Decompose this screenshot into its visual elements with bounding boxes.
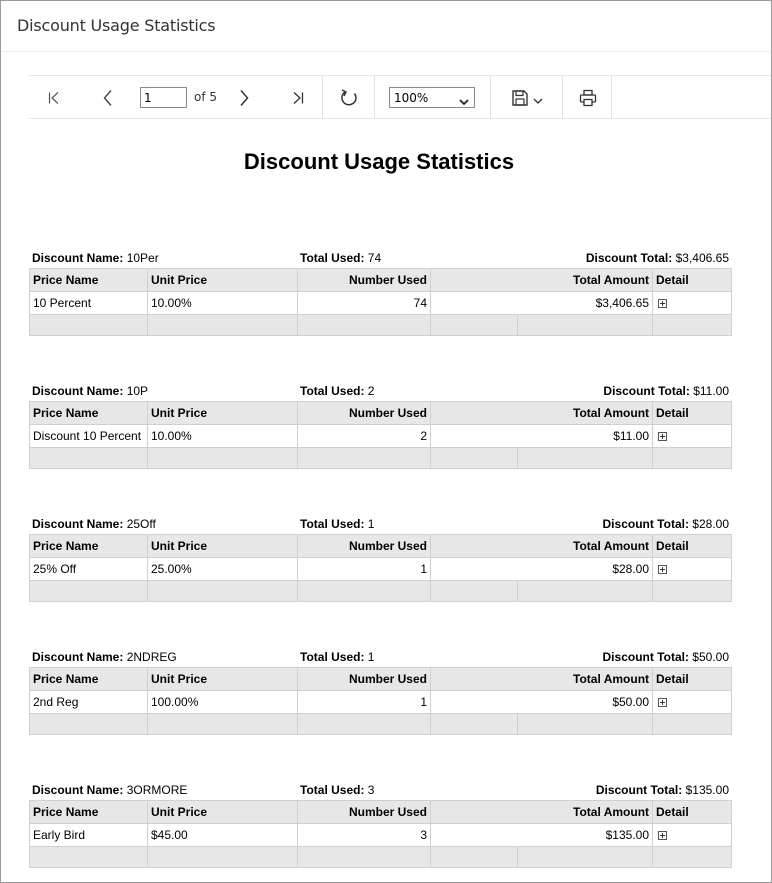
- table-header-row: [30, 668, 732, 691]
- price-name-cell: 2nd Reg: [30, 691, 148, 714]
- discount-total-label: Discount Total:: [603, 384, 690, 398]
- table-header-row: [30, 402, 732, 425]
- discount-name-label: Discount Name:: [32, 650, 124, 664]
- discount-group: [29, 246, 731, 336]
- number-used-cell: 3: [298, 824, 431, 847]
- zoom-value: 100%: [394, 91, 429, 105]
- unit-price-cell: 100.00%: [148, 691, 298, 714]
- discount-total-value: $135.00: [685, 783, 729, 797]
- table-footer-row: [30, 581, 732, 602]
- price-name-cell: 25% Off: [30, 558, 148, 581]
- table-footer-row: [30, 714, 732, 735]
- number-used-cell: 1: [298, 691, 431, 714]
- print-icon: [579, 89, 597, 107]
- chevron-down-icon: [533, 98, 543, 105]
- column-header-price-name: Price Name: [30, 402, 148, 425]
- column-header-total-amount: Total Amount: [431, 668, 653, 691]
- discount-table: [29, 268, 732, 336]
- last-page-icon: [291, 91, 305, 105]
- table-footer-row: [30, 315, 732, 336]
- table-row: [30, 691, 732, 714]
- column-header-detail: Detail: [653, 535, 732, 558]
- discount-name-label: Discount Name:: [32, 517, 124, 531]
- total-amount-cell: $50.00: [431, 691, 653, 714]
- price-name-cell: 10 Percent: [30, 292, 148, 315]
- column-header-total-amount: Total Amount: [431, 535, 653, 558]
- total-used-label: Total Used:: [300, 650, 365, 664]
- total-amount-cell: $135.00: [431, 824, 653, 847]
- column-header-total-amount: Total Amount: [431, 801, 653, 824]
- discount-total-value: $28.00: [692, 517, 729, 531]
- column-header-unit-price: Unit Price: [148, 668, 298, 691]
- table-footer-row: [30, 448, 732, 469]
- discount-table: [29, 800, 732, 868]
- total-used-value: 1: [367, 650, 375, 664]
- expand-plus-icon[interactable]: [658, 565, 667, 574]
- first-page-button[interactable]: [43, 88, 65, 108]
- unit-price-cell: 25.00%: [148, 558, 298, 581]
- column-header-detail: Detail: [653, 402, 732, 425]
- total-used-label: Total Used:: [300, 251, 365, 265]
- column-header-unit-price: Unit Price: [148, 269, 298, 292]
- discount-total-label: Discount Total:: [585, 251, 673, 265]
- discount-name-value: 10Per: [126, 251, 159, 265]
- column-header-detail: Detail: [653, 269, 732, 292]
- discount-total-value: $3,406.65: [675, 251, 729, 265]
- column-header-detail: Detail: [653, 668, 732, 691]
- report-toolbar: [29, 75, 771, 119]
- column-header-total-amount: Total Amount: [431, 269, 653, 292]
- discount-name-label: Discount Name:: [32, 783, 124, 797]
- column-header-price-name: Price Name: [30, 269, 148, 292]
- discount-total-value: $11.00: [693, 384, 729, 398]
- discount-table: [29, 534, 732, 602]
- column-header-number-used: Number Used: [298, 668, 431, 691]
- total-used-value: 3: [367, 783, 375, 797]
- total-used-value: 74: [367, 251, 382, 265]
- refresh-button[interactable]: [337, 86, 361, 110]
- column-header-number-used: Number Used: [298, 801, 431, 824]
- discount-table: [29, 401, 732, 469]
- chevron-down-icon: [459, 95, 469, 109]
- column-header-detail: Detail: [653, 801, 732, 824]
- column-header-price-name: Price Name: [30, 801, 148, 824]
- table-header-row: [30, 535, 732, 558]
- detail-cell: [653, 558, 732, 581]
- discount-name-label: Discount Name:: [32, 384, 124, 398]
- column-header-unit-price: Unit Price: [148, 402, 298, 425]
- column-header-unit-price: Unit Price: [148, 535, 298, 558]
- page-number-input[interactable]: [140, 87, 187, 108]
- total-amount-cell: $3,406.65: [431, 292, 653, 315]
- discount-table: [29, 667, 732, 735]
- table-row: [30, 824, 732, 847]
- previous-page-button[interactable]: [97, 87, 119, 109]
- discount-name-value: 10P: [126, 384, 149, 398]
- unit-price-cell: 10.00%: [148, 425, 298, 448]
- group-header: [29, 379, 731, 401]
- discount-total-value: $50.00: [692, 650, 729, 664]
- total-amount-cell: $28.00: [431, 558, 653, 581]
- group-header: [29, 645, 731, 667]
- table-header-row: [30, 801, 732, 824]
- group-header: [29, 246, 731, 268]
- expand-plus-icon[interactable]: [658, 432, 667, 441]
- price-name-cell: Discount 10 Percent: [30, 425, 148, 448]
- page-count-label: of 5: [194, 90, 218, 104]
- table-row: [30, 425, 732, 448]
- discount-name-value: 25Off: [126, 517, 156, 531]
- column-header-price-name: Price Name: [30, 535, 148, 558]
- first-page-icon: [47, 91, 61, 105]
- print-button[interactable]: [577, 87, 599, 109]
- expand-plus-icon[interactable]: [658, 299, 667, 308]
- group-header: [29, 778, 731, 800]
- column-header-number-used: Number Used: [298, 269, 431, 292]
- detail-cell: [653, 425, 732, 448]
- discount-group: [29, 512, 731, 602]
- column-header-number-used: Number Used: [298, 535, 431, 558]
- discount-total-label: Discount Total:: [602, 517, 689, 531]
- last-page-button[interactable]: [287, 88, 309, 108]
- expand-plus-icon[interactable]: [658, 831, 667, 840]
- save-export-button[interactable]: [507, 87, 547, 109]
- discount-total-label: Discount Total:: [595, 783, 683, 797]
- total-used-label: Total Used:: [300, 783, 365, 797]
- total-used-value: 1: [367, 517, 375, 531]
- discount-name-value: 2NDREG: [126, 650, 177, 664]
- discount-group: [29, 645, 731, 735]
- total-amount-cell: $11.00: [431, 425, 653, 448]
- next-page-icon: [238, 89, 250, 107]
- discount-name-label: Discount Name:: [32, 251, 124, 265]
- discount-name-value: 3ORMORE: [126, 783, 188, 797]
- discount-total-label: Discount Total:: [602, 650, 689, 664]
- refresh-icon: [339, 88, 359, 108]
- number-used-cell: 1: [298, 558, 431, 581]
- window-title: Discount Usage Statistics: [17, 16, 216, 35]
- table-row: [30, 292, 732, 315]
- unit-price-cell: 10.00%: [148, 292, 298, 315]
- total-used-label: Total Used:: [300, 517, 365, 531]
- unit-price-cell: $45.00: [148, 824, 298, 847]
- table-row: [30, 558, 732, 581]
- detail-cell: [653, 292, 732, 315]
- total-used-value: 2: [367, 384, 375, 398]
- column-header-number-used: Number Used: [298, 402, 431, 425]
- expand-plus-icon[interactable]: [658, 698, 667, 707]
- group-header: [29, 512, 731, 534]
- save-icon: [511, 89, 529, 107]
- price-name-cell: Early Bird: [30, 824, 148, 847]
- zoom-select[interactable]: [389, 87, 475, 108]
- number-used-cell: 2: [298, 425, 431, 448]
- previous-page-icon: [102, 89, 114, 107]
- report-title: Discount Usage Statistics: [243, 149, 515, 174]
- column-header-unit-price: Unit Price: [148, 801, 298, 824]
- title-bar: [2, 2, 770, 52]
- table-header-row: [30, 269, 732, 292]
- discount-group: [29, 379, 731, 469]
- number-used-cell: 74: [298, 292, 431, 315]
- discount-group: [29, 778, 731, 868]
- table-footer-row: [30, 847, 732, 868]
- detail-cell: [653, 691, 732, 714]
- column-header-price-name: Price Name: [30, 668, 148, 691]
- total-used-label: Total Used:: [300, 384, 365, 398]
- detail-cell: [653, 824, 732, 847]
- next-page-button[interactable]: [233, 87, 255, 109]
- column-header-total-amount: Total Amount: [431, 402, 653, 425]
